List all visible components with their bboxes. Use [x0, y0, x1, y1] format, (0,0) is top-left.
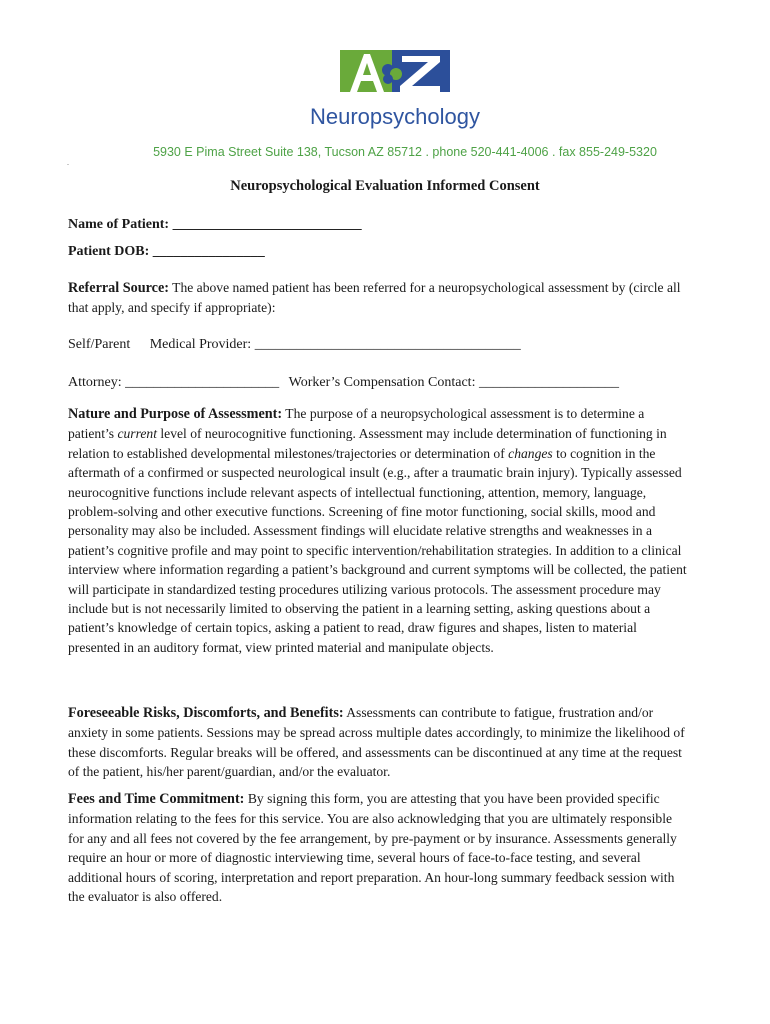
- risks-heading: Foreseeable Risks, Discomforts, and Benefits:: [68, 705, 344, 721]
- nature-emphasis-changes: changes: [508, 445, 553, 461]
- patient-dob-line: [68, 244, 265, 260]
- option-workers-comp[interactable]: Worker’s Compensation Contact: ____________________: [288, 375, 619, 390]
- nature-emphasis-current: current: [117, 426, 157, 442]
- patient-dob-label: Patient DOB:: [68, 244, 150, 259]
- nature-section: [68, 404, 688, 657]
- az-logo: [340, 50, 450, 108]
- stray-dot: .: [67, 158, 69, 167]
- option-medical-provider[interactable]: Medical Provider: ______________________________________: [149, 337, 521, 352]
- option-self-parent[interactable]: Self/Parent: [68, 337, 131, 352]
- fees-section: [68, 789, 688, 906]
- referral-options-row-1: [68, 337, 521, 353]
- nature-text-1: The purpose of a neuropsychological assessment is to determine a patient’s: [68, 406, 645, 442]
- logo-wordmark: Neuropsychology: [310, 104, 480, 129]
- referral-heading: Referral Source:: [68, 280, 169, 296]
- patient-name-label: Name of Patient:: [68, 217, 170, 232]
- referral-options-row-2: [68, 375, 619, 391]
- patient-dob-blank[interactable]: ________________: [152, 244, 265, 259]
- patient-name-line: [68, 217, 362, 233]
- risks-text: Assessments can contribute to fatigue, frustration and/or anxiety in some patients. Sessions may be spread across multiple dates accordingly, to minimize the likelihood of these discomforts. Regular breaks will be offered, and assessments can be discontinued at any time at the request of the patient, his/her parent/guardian, and/or the evaluator.: [68, 705, 685, 780]
- fees-text: By signing this form, you are attesting that you have been provided specific information relating to the fees for this service. You are also acknowledging that you are ultimately responsible for any and all fees not covered by the fee arrangement, by pre-payment or by insurance. Assessments generally require an hour or more of diagnostic interviewing time, several hours of face-to-face testing, and several additional hours of scoring, interpretation and report preparation. An hour-long summary feedback session with the evaluator is also offered.: [68, 791, 677, 905]
- nature-heading: Nature and Purpose of Assessment:: [68, 406, 283, 422]
- risks-section: [68, 703, 688, 782]
- nature-text-3: to cognition in the aftermath of a confirmed or suspected neurological insult (e.g., after a traumatic brain injury). Typically assessed neurocognitive functions include relevant aspects of intellectual functioning, attention, memory, language, problem-solving and other executive functions. Screening of fine motor functioning, social skills, mood and personality may also be included. Assessment findings will elucidate relative strengths and weaknesses in a patient’s cognitive profile and may point to specific intervention/rehabilitation strategies. In addition to a clinical interview where information regarding a patient’s background and current symptoms will be collected, the patient will participate in standardized testing procedures utilizing various protocols. The assessment procedure may include but is not necessarily limited to observing the patient in a learning setting, asking questions about a patient’s knowledge of certain topics, asking a patient to read, draw figures and shapes, listen to material presented in an auditory format, view printed material and manipulate objects.: [68, 445, 687, 655]
- document-title: Neuropsychological Evaluation Informed Consent: [230, 178, 540, 194]
- referral-section: [68, 278, 688, 318]
- option-attorney[interactable]: Attorney: ______________________: [68, 375, 280, 390]
- fees-heading: Fees and Time Commitment:: [68, 791, 245, 807]
- practice-address: 5930 E Pima Street Suite 138, Tucson AZ 85712 . phone 520-441-4006 . fax 855-249-5320: [153, 145, 657, 159]
- patient-name-blank[interactable]: ___________________________: [172, 217, 362, 232]
- referral-text: The above named patient has been referred for a neuropsychological assessment by (circle all that apply, and specify if appropriate):: [68, 280, 681, 316]
- nature-text-2: level of neurocognitive functioning. Assessment may include determination of functioning in relation to established developmental milestones/trajectories or determination of: [68, 426, 667, 461]
